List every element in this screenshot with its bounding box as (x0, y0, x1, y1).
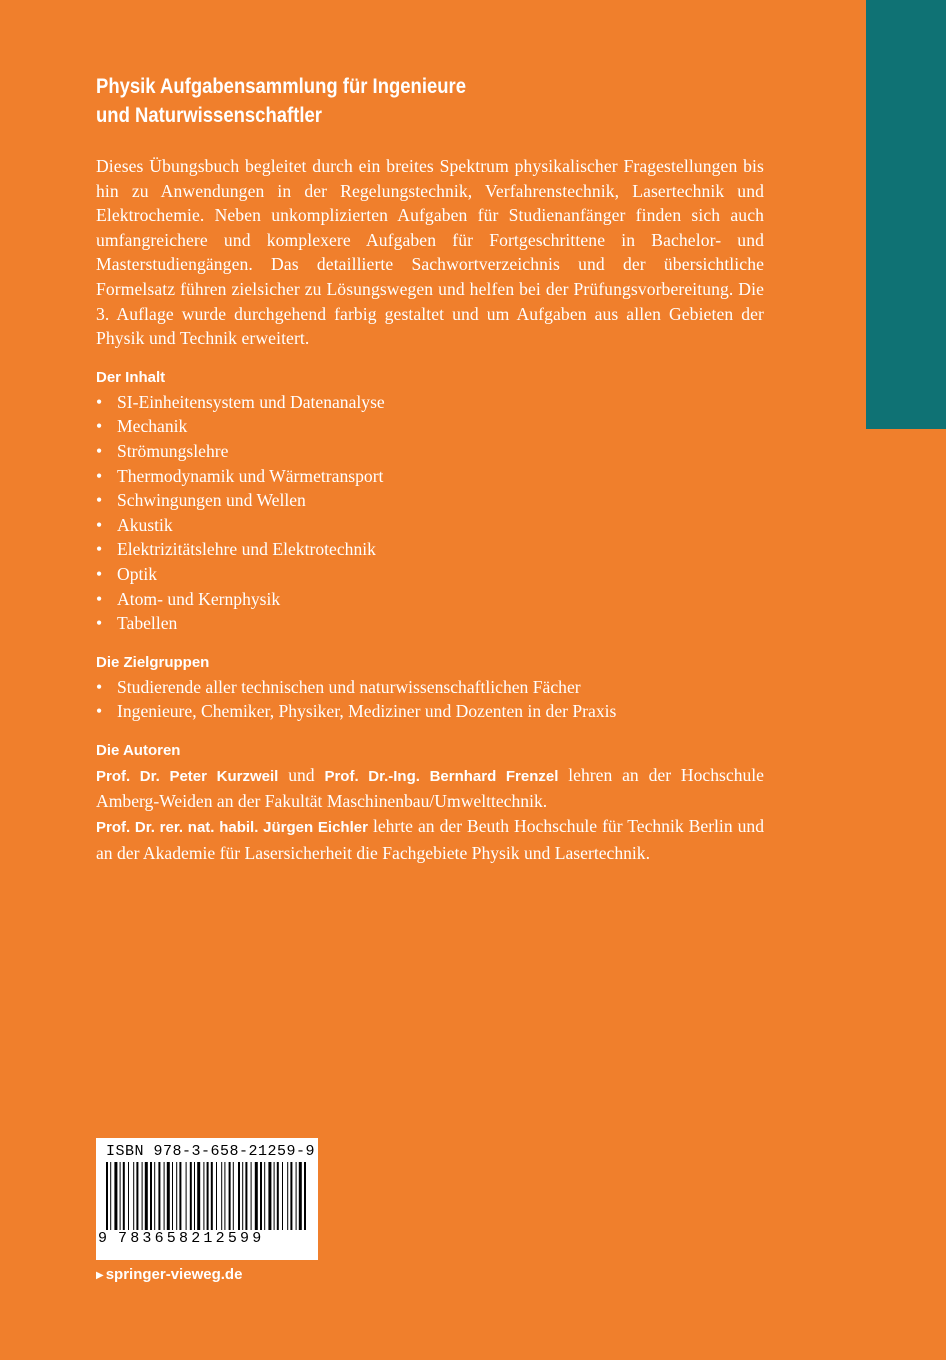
book-title (96, 72, 772, 130)
barcode-bar (203, 1162, 204, 1230)
audience-list (96, 675, 764, 724)
barcode-bar (290, 1162, 292, 1230)
list-item: • SI-Einheitensystem und Datenanalyse (96, 390, 764, 415)
barcode-bar (207, 1162, 209, 1230)
authors-text: lehrte an der Beuth Hochschule für Technik Berlin und an der Akademie für Lasersicherheit die Fachgebiete Physik und Lasertechnik. (96, 816, 764, 863)
arrow-right-icon: ▶ (96, 1270, 104, 1281)
barcode-bar (190, 1162, 192, 1230)
barcode-bar (296, 1162, 297, 1230)
barcode-bar (229, 1162, 231, 1230)
barcode-bar (106, 1162, 108, 1230)
barcode-bar (251, 1162, 252, 1230)
list-item: • Schwingungen und Wellen (96, 488, 764, 513)
isbn-label: ISBN 978-3-658-21259-9 (106, 1143, 316, 1160)
barcode-bar (142, 1162, 143, 1230)
barcode-bar (282, 1162, 283, 1230)
list-item: • Atom- und Kernphysik (96, 587, 764, 612)
barcode-bar (304, 1162, 306, 1230)
barcode-bar (136, 1162, 138, 1230)
authors-paragraph-1 (96, 763, 764, 814)
author-name: Prof. Dr.-Ing. Bernhard Frenzel (324, 767, 559, 785)
list-item: • Ingenieure, Chemiker, Physiker, Mediziner und Dozenten in der Praxis (96, 699, 764, 724)
authors-paragraph-2 (96, 814, 764, 865)
barcode-bar (145, 1162, 148, 1230)
barcode-bar (221, 1162, 222, 1230)
list-item: • Akustik (96, 513, 764, 538)
barcode-bar (110, 1162, 111, 1230)
isbn-barcode (96, 1138, 318, 1260)
barcode-bar (179, 1162, 181, 1230)
barcode-bar (114, 1162, 117, 1230)
barcode-bar (233, 1162, 234, 1230)
list-item: • Strömungslehre (96, 439, 764, 464)
barcode-bar (158, 1162, 160, 1230)
barcode-bar (274, 1162, 275, 1230)
barcode-digit-groups: 783658212599 (118, 1230, 265, 1247)
authors-heading: Die Autoren (96, 741, 181, 759)
barcode-bar (299, 1162, 302, 1230)
barcode-bar (120, 1162, 121, 1230)
barcode-bar (194, 1162, 195, 1230)
barcode-bar (277, 1162, 279, 1230)
barcode-bar (164, 1162, 165, 1230)
list-item: • Studierende aller technischen und naturwissenschaftlichen Fächer (96, 675, 764, 700)
barcode-bar (238, 1162, 240, 1230)
contents-list (96, 390, 764, 636)
barcode-first-digit: 9 (98, 1230, 108, 1247)
connector: und (288, 764, 315, 785)
barcode-bar (268, 1162, 271, 1230)
author-name: Prof. Dr. rer. nat. habil. Jürgen Eichler (96, 819, 368, 837)
list-item: • Optik (96, 562, 764, 587)
barcode-bar (245, 1162, 247, 1230)
list-item: • Thermodynamik und Wärmetransport (96, 464, 764, 489)
title-line-2: und Naturwissenschaftler (96, 104, 322, 127)
barcode-bar (128, 1162, 129, 1230)
barcode-bar (216, 1162, 217, 1230)
publisher-link[interactable] (96, 1266, 242, 1283)
author-name: Prof. Dr. Peter Kurzweil (96, 767, 279, 785)
barcode-bar (133, 1162, 134, 1230)
list-item: • Elektrizitätslehre und Elektrotechnik (96, 537, 764, 562)
barcode-bar (172, 1162, 173, 1230)
accent-band (866, 0, 946, 429)
title-line-1: Physik Aufgabensammlung für Ingenieure (96, 75, 467, 98)
barcode-bar (154, 1162, 155, 1230)
barcode-bar (167, 1162, 170, 1230)
barcode-bar (176, 1162, 177, 1230)
list-item: • Tabellen (96, 611, 764, 636)
barcode-bars (104, 1162, 310, 1234)
barcode-bar (287, 1162, 288, 1230)
barcode-bar (150, 1162, 152, 1230)
barcode-bar (197, 1162, 200, 1230)
barcode-bar (123, 1162, 125, 1230)
barcode-bar (211, 1162, 213, 1230)
authors-section (96, 763, 764, 865)
list-item: • Mechanik (96, 414, 764, 439)
authors-text: lehren an der Hochschule Amberg-Weiden an der Fakultät Maschinenbau/Umwelttechnik. (96, 764, 764, 812)
barcode-bar (186, 1162, 187, 1230)
audience-heading: Die Zielgruppen (96, 653, 210, 671)
contents-heading: Der Inhalt (96, 368, 166, 386)
back-cover-content (96, 72, 764, 865)
barcode-bar (264, 1162, 265, 1230)
description: Dieses Übungsbuch begleitet durch ein breites Spektrum physikalischer Fragestellungen bis hin zu Anwendungen in der Regelungstechnik, Verfahrenstechnik, Lasertechnik und Elektrochemie. Neben unkomplizierten Aufgaben für Studienanfänger finden sich auch umfangreichere und komplexere Aufgaben für Fortgeschrittene in Bachelor- und Masterstudiengängen. Das detaillierte Sachwortverzeichnis und der übersichtliche Formelsatz führen zielsicher zu Lösungswegen und helfen bei der Prüfungsvorbereitung. Die 3. Auflage wurde durchgehend farbig gestaltet und um Aufgaben aus allen Gebieten der Physik und Technik erweitert. (96, 156, 764, 349)
website-label: springer-vieweg.de (105, 1266, 243, 1283)
barcode-bar (255, 1162, 258, 1230)
barcode-bar (260, 1162, 262, 1230)
barcode-bar (224, 1162, 225, 1230)
barcode-bar (242, 1162, 243, 1230)
